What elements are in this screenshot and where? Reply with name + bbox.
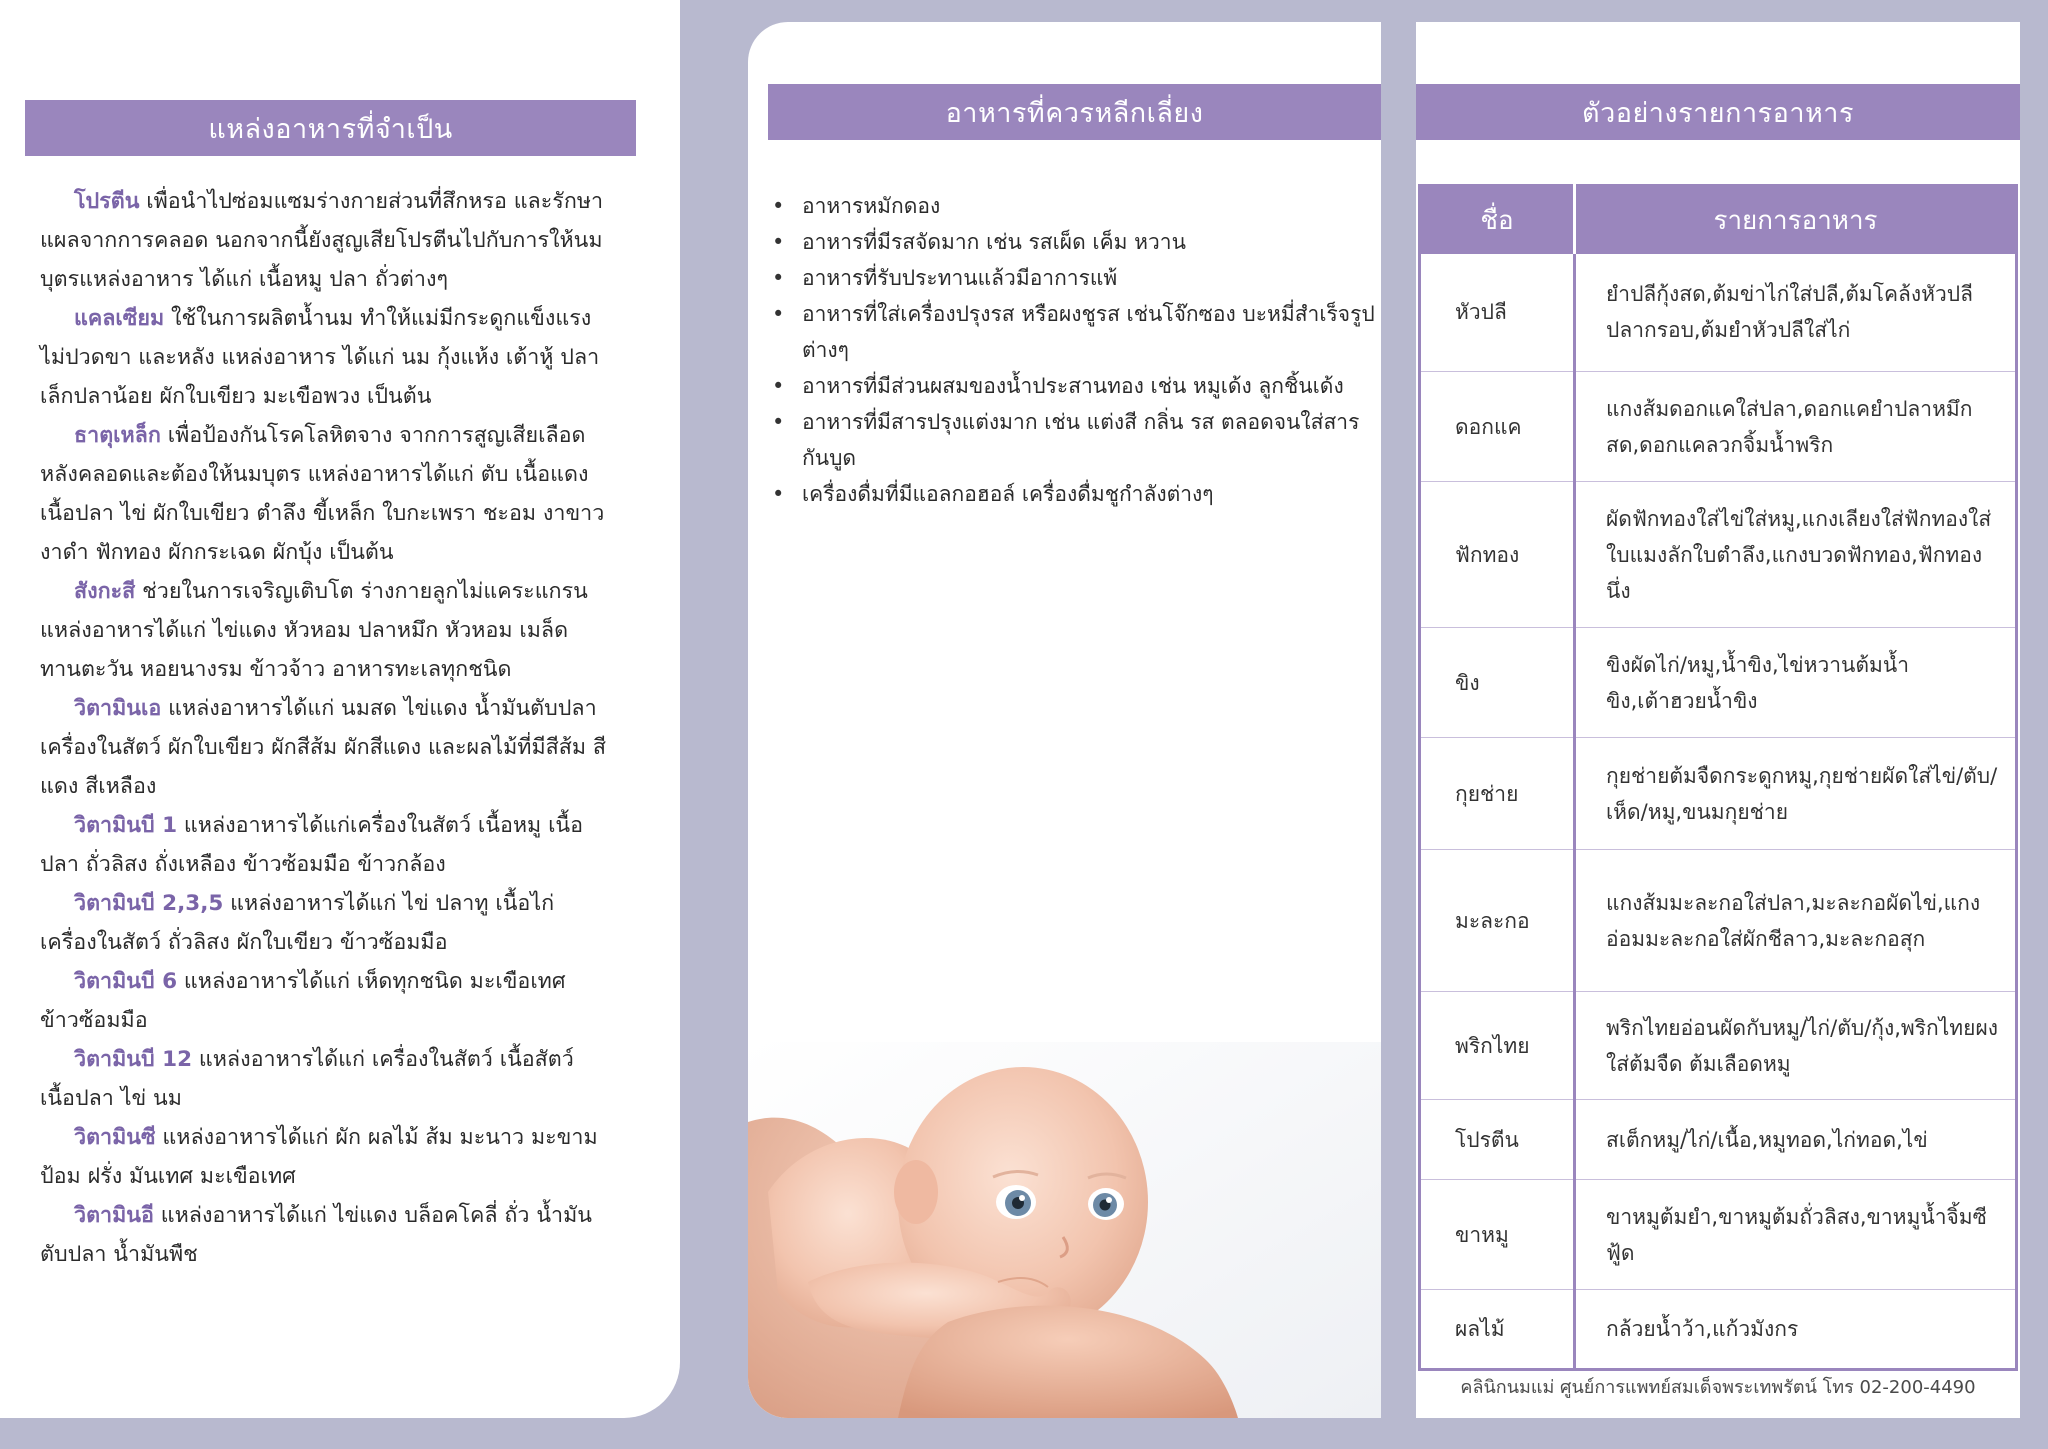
nutrient-sources: เพื่อนำไปซ่อมแซมร่างกายส่วนที่สึกหรอ และรักษาแผลจากการคลอด นอกจากนี้ยังสูญเสียโปรตีนไปกับการให้นมบุตรแหล่งอาหาร ได้แก่ เนื้อหมู ปลา ถั่วต่างๆ	[40, 189, 604, 292]
food-name-cell: หัวปลี	[1420, 254, 1575, 372]
food-items-cell: ผัดฟักทองใส่ไข่ใส่หมู,แกงเลียงใส่ฟักทองใส่ใบแมงลักใบตำลึง,แกงบวดฟักทอง,ฟักทองนึ่ง	[1575, 482, 2017, 628]
nutrient-list	[40, 182, 610, 1274]
nutrient-sources: เพื่อป้องกันโรคโลหิตจาง จากการสูญเสียเลือดหลังคลอดและต้องให้นมบุตร แหล่งอาหารได้แก่ ตับ เนื้อแดง เนื้อปลา ไข่ ผักใบเขียว ตำลึง ขี้เหล็ก ใบกะเพรา ชะอม งาขาว งาดำ ฟักทอง ผักกระเฉด ผักบุ้ง เป็นต้น	[40, 423, 605, 565]
clinic-footer: คลินิกนมแม่ ศูนย์การแพทย์สมเด็จพระเทพรัตน์ โทร 02-200-4490	[1460, 1377, 1976, 1398]
table-row	[1420, 628, 2017, 738]
sample-menu-panel	[1416, 22, 2020, 1418]
table-row	[1420, 254, 2017, 372]
food-items-cell: กล้วยน้ำว้า,แก้วมังกร	[1575, 1290, 2017, 1370]
food-items-cell: ขิงผัดไก่/หมู,น้ำขิง,ไข่หวานต้มน้ำขิง,เต้าฮวยน้ำขิง	[1575, 628, 2017, 738]
nutrient-item	[40, 182, 610, 299]
nutrient-sources: แหล่งอาหารได้แก่ ไข่แดง บล็อคโคลี่ ถั่ว น้ำมันตับปลา น้ำมันพืช	[40, 1203, 592, 1267]
nutrient-item	[40, 1040, 610, 1118]
food-name-cell: ผลไม้	[1420, 1290, 1575, 1370]
food-name-cell: ดอกแค	[1420, 372, 1575, 482]
nutrient-item	[40, 416, 610, 572]
table-row	[1420, 1100, 2017, 1180]
nutrient-sources: ใช้ในการผลิตน้ำนม ทำให้แม่มีกระดูกแข็งแรง ไม่ปวดขา และหลัง แหล่งอาหาร ได้แก่ นม กุ้งแห้ง เต้าหู้ ปลาเล็กปลาน้อย ผักใบเขียว มะเขือพวง เป็นต้น	[40, 306, 600, 409]
list-item: • อาหารที่มีสารปรุงแต่งมาก เช่น แต่งสี กลิ่น รส ตลอดจนใส่สารกันบูด	[768, 404, 1378, 476]
baby-photo	[748, 1042, 1381, 1418]
food-items-cell: ขาหมูต้มยำ,ขาหมูต้มถั่วลิสง,ขาหมูน้ำจิ้มซีฟู้ด	[1575, 1180, 2017, 1290]
food-items-cell: แกงส้มมะละกอใส่ปลา,มะละกอผัดไข่,แกงอ่อมมะละกอใส่ผักชีลาว,มะละกอสุก	[1575, 850, 2017, 992]
nutrient-item	[40, 1196, 610, 1274]
food-name-cell: ฟักทอง	[1420, 482, 1575, 628]
nutrient-name: แคลเซียม	[74, 306, 165, 331]
nutrient-item	[40, 689, 610, 806]
table-row	[1420, 738, 2017, 850]
nutrient-item	[40, 962, 610, 1040]
column-header-items: รายการอาหาร	[1575, 186, 2017, 254]
nutrient-name: ธาตุเหล็ก	[74, 423, 161, 448]
list-item: • เครื่องดื่มที่มีแอลกอฮอล์ เครื่องดื่มชูกำลังต่างๆ	[768, 476, 1378, 512]
nutrient-name: วิตามินบี 6	[74, 969, 178, 994]
table-row	[1420, 482, 2017, 628]
column-header-name: ชื่อ	[1420, 186, 1575, 254]
nutrient-sources: แหล่งอาหารได้แก่ ไข่ ปลาทู เนื้อไก่ เครื่องในสัตว์ ถั่วลิสง ผักใบเขียว ข้าวซ้อมมือ	[40, 891, 555, 955]
sample-menu-title: ตัวอย่างรายการอาหาร	[1416, 84, 2020, 140]
table-row	[1420, 992, 2017, 1100]
table-row	[1420, 1180, 2017, 1290]
list-item: • อาหารที่มีส่วนผสมของน้ำประสานทอง เช่น หมูเด้ง ลูกชิ้นเด้ง	[768, 368, 1378, 404]
nutrient-name: วิตามินบี 2,3,5	[74, 891, 224, 916]
essential-food-panel	[0, 0, 680, 1418]
nutrient-sources: แหล่งอาหารได้แก่เครื่องในสัตว์ เนื้อหมู เนื้อปลา ถั่วลิสง ถั่งเหลือง ข้าวซ้อมมือ ข้าวกล้อง	[40, 813, 584, 877]
food-items-cell: แกงส้มดอกแคใส่ปลา,ดอกแคยำปลาหมึกสด,ดอกแคลวกจิ้มน้ำพริก	[1575, 372, 2017, 482]
nutrient-name: วิตามินบี 1	[74, 813, 178, 838]
nutrient-sources: แหล่งอาหารได้แก่ เห็ดทุกชนิด มะเขือเทศ ข้าวซ้อมมือ	[40, 969, 566, 1033]
food-items-cell: พริกไทยอ่อนผัดกับหมู/ไก่/ตับ/กุ้ง,พริกไทยผงใส่ต้มจืด ต้มเลือดหมู	[1575, 992, 2017, 1100]
nutrient-name: โปรตีน	[74, 189, 140, 214]
table-row	[1420, 372, 2017, 482]
nutrient-sources: แหล่งอาหารได้แก่ นมสด ไข่แดง น้ำมันตับปลา เครื่องในสัตว์ ผักใบเขียว ผักสีส้ม ผักสีแดง และผลไม้ที่มีสีส้ม สีแดง สีเหลือง	[40, 696, 607, 799]
nutrient-sources: แหล่งอาหารได้แก่ เครื่องในสัตว์ เนื้อสัตว์ เนื้อปลา ไข่ นม	[40, 1047, 574, 1111]
food-name-cell: มะละกอ	[1420, 850, 1575, 992]
nutrient-name: วิตามินอี	[74, 1203, 154, 1228]
nutrient-item	[40, 1118, 610, 1196]
table-row	[1420, 850, 2017, 992]
food-name-cell: โปรตีน	[1420, 1100, 1575, 1180]
nutrient-sources: แหล่งอาหารได้แก่ ผัก ผลไม้ ส้ม มะนาว มะขามป้อม ฝรั่ง มันเทศ มะเขือเทศ	[40, 1125, 598, 1189]
foods-to-avoid-panel	[748, 22, 1381, 1418]
table-header-row	[1420, 186, 2017, 254]
food-name-cell: ขาหมู	[1420, 1180, 1575, 1290]
nutrient-item	[40, 299, 610, 416]
essential-food-title: แหล่งอาหารที่จำเป็น	[25, 100, 636, 156]
list-item: • อาหารหมักดอง	[768, 188, 1378, 224]
list-item: • อาหารที่มีรสจัดมาก เช่น รสเผ็ด เค็ม หวาน	[768, 224, 1378, 260]
nutrient-name: วิตามินซี	[74, 1125, 156, 1150]
nutrient-sources: ช่วยในการเจริญเติบโต ร่างกายลูกไม่แคระแกรน แหล่งอาหารได้แก่ ไข่แดง หัวหอม ปลาหมึก หัวหอม เมล็ดทานตะวัน หอยนางรม ข้าวจ้าว อาหารทะเลทุกชนิด	[40, 579, 588, 682]
nutrient-name: วิตามินเอ	[74, 696, 162, 721]
nutrient-item	[40, 572, 610, 689]
table-row	[1420, 1290, 2017, 1370]
nutrient-name: สังกะสี	[74, 579, 136, 604]
list-item: • อาหารที่ใส่เครื่องปรุงรส หรือผงชูรส เช่นโจ๊กซอง บะหมี่สำเร็จรูปต่างๆ	[768, 296, 1378, 368]
nutrient-item	[40, 806, 610, 884]
food-name-cell: กุยช่าย	[1420, 738, 1575, 850]
food-items-cell: ยำปลีกุ้งสด,ต้มข่าไก่ใส่ปลี,ต้มโคล้งหัวปลีปลากรอบ,ต้มยำหัวปลีใส่ไก่	[1575, 254, 2017, 372]
nutrient-item	[40, 884, 610, 962]
food-name-cell: ขิง	[1420, 628, 1575, 738]
foods-to-avoid-list	[768, 188, 1378, 512]
sample-menu-table	[1418, 184, 2018, 1371]
list-item: • อาหารที่รับประทานแล้วมีอาการแพ้	[768, 260, 1378, 296]
food-items-cell: กุยช่ายต้มจืดกระดูกหมู,กุยช่ายผัดใส่ไข่/ตับ/เห็ด/หมู,ขนมกุยช่าย	[1575, 738, 2017, 850]
foods-to-avoid-title: อาหารที่ควรหลีกเลี่ยง	[768, 84, 1381, 140]
food-name-cell: พริกไทย	[1420, 992, 1575, 1100]
nutrient-name: วิตามินบี 12	[74, 1047, 193, 1072]
food-items-cell: สเต็กหมู/ไก่/เนื้อ,หมูทอด,ไก่ทอด,ไข่	[1575, 1100, 2017, 1180]
